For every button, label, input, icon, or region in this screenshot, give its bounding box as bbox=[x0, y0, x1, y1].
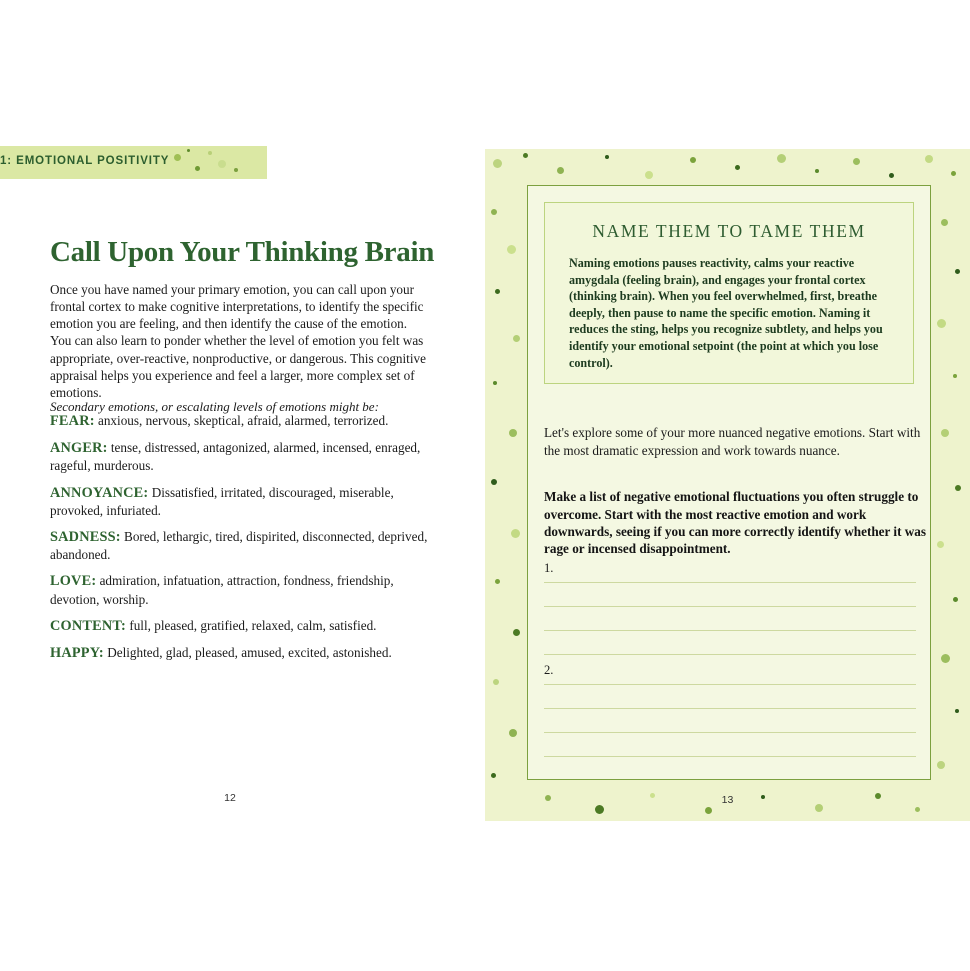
writing-rule[interactable] bbox=[544, 756, 916, 757]
decorative-dot bbox=[953, 374, 957, 378]
decorative-dot bbox=[645, 171, 653, 179]
decorative-dot bbox=[735, 165, 740, 170]
decorative-dot bbox=[941, 219, 948, 226]
writing-rule[interactable] bbox=[544, 732, 916, 733]
decorative-dot bbox=[234, 168, 238, 172]
exercise-instruction: Make a list of negative emotional fluctuations you often struggle to overcome. Start with the most reactive emotion and work downwards, seeing if you can more correctly identify whether it was rage or incensed disappointment. bbox=[544, 489, 927, 557]
decorative-dot bbox=[951, 171, 956, 176]
writing-rule[interactable] bbox=[544, 630, 916, 631]
writing-rule[interactable] bbox=[544, 708, 916, 709]
page-number-left: 12 bbox=[224, 792, 236, 804]
decorative-dot bbox=[187, 149, 190, 152]
emotion-label: HAPPY: bbox=[50, 645, 104, 662]
emotion-words: full, pleased, gratified, relaxed, calm, satisfied. bbox=[129, 617, 377, 633]
emotion-label: ANGER: bbox=[50, 440, 108, 457]
worksheet-frame bbox=[527, 185, 931, 780]
answer-block-1[interactable] bbox=[544, 561, 916, 656]
decorative-dot bbox=[937, 319, 946, 328]
secondary-emotions-subhead: Secondary emotions, or escalating levels of emotions might be: bbox=[50, 399, 379, 414]
decorative-dot bbox=[493, 159, 502, 168]
decorative-dot bbox=[915, 807, 920, 812]
emotion-label: FEAR: bbox=[50, 413, 95, 429]
decorative-dot bbox=[605, 155, 609, 159]
decorative-dot bbox=[509, 429, 517, 437]
decorative-dot bbox=[495, 289, 500, 294]
list-item bbox=[50, 617, 432, 635]
decorative-dot bbox=[953, 597, 958, 602]
decorative-dot bbox=[815, 169, 819, 173]
emotion-words: Dissatisfied, irritated, discouraged, miserable, provoked, infuriated. bbox=[50, 484, 394, 518]
emotion-words: Delighted, glad, pleased, amused, excited, astonished. bbox=[107, 645, 392, 661]
writing-rule[interactable] bbox=[544, 654, 916, 655]
page-title: Call Upon Your Thinking Brain bbox=[50, 236, 435, 269]
decorative-dot bbox=[595, 805, 604, 814]
decorative-dot bbox=[513, 335, 520, 342]
decorative-dot bbox=[955, 709, 959, 713]
chapter-banner-label: 1: EMOTIONAL POSITIVITY bbox=[0, 155, 170, 167]
emotion-words: admiration, infatuation, attraction, fondness, friendship, devotion, worship. bbox=[50, 573, 394, 607]
decorative-dot bbox=[174, 154, 181, 161]
page-number-right: 13 bbox=[721, 794, 734, 806]
right-page bbox=[485, 149, 970, 821]
writing-rule[interactable] bbox=[544, 582, 916, 583]
decorative-dot bbox=[507, 245, 516, 254]
emotion-words: anxious, nervous, skeptical, afraid, alarmed, terrorized. bbox=[97, 413, 389, 428]
emotion-words: Bored, lethargic, tired, dispirited, disconnected, deprived, abandoned. bbox=[50, 529, 428, 563]
callout-box bbox=[544, 202, 914, 384]
intro-paragraph: Once you have named your primary emotion, you can call upon your frontal cortex to make cognitive interpretations, to identify the specific emotion you are feeling, and then identify the cause of the emotion. You can also learn to ponder whether the level of emotion you felt was appropriate, over-reactive, nonproductive, or dangerous. This cognitive appraisal helps you experience and feel a larger, more complex set of emotions. bbox=[50, 282, 426, 400]
decorative-dot bbox=[195, 166, 200, 171]
writing-rule[interactable] bbox=[544, 606, 916, 607]
emotion-words: tense, distressed, antagonized, alarmed, incensed, enraged, rageful, murderous. bbox=[50, 440, 421, 474]
decorative-dot bbox=[853, 158, 860, 165]
callout-title: NAME THEM TO TAME THEM bbox=[592, 221, 866, 241]
answer-block-2[interactable] bbox=[544, 663, 916, 758]
decorative-dot bbox=[777, 154, 786, 163]
emotion-label: SADNESS: bbox=[50, 529, 121, 546]
explore-paragraph: Let's explore some of your more nuanced negative emotions. Start with the most dramatic expression and work towards nuance. bbox=[544, 425, 921, 458]
emotion-list bbox=[50, 412, 432, 671]
left-page bbox=[0, 0, 460, 971]
decorative-dot bbox=[937, 761, 945, 769]
chapter-banner bbox=[0, 146, 267, 179]
list-item bbox=[50, 412, 432, 430]
decorative-dot bbox=[218, 160, 226, 168]
answer-number: 1. bbox=[544, 561, 554, 575]
list-item bbox=[50, 528, 432, 563]
decorative-dot bbox=[491, 773, 496, 778]
decorative-dot bbox=[955, 269, 960, 274]
decorative-dot bbox=[491, 479, 497, 485]
decorative-dot bbox=[937, 541, 944, 548]
decorative-dot bbox=[493, 679, 499, 685]
callout-body: Naming emotions pauses reactivity, calms your reactive amygdala (feeling brain), and engages your frontal cortex (thinking brain). When you feel overwhelmed, first, breathe deeply, then pause to name the specific emotion. Naming it reduces the sting, helps you recognize subtlety, and helps you identify your emotional setpoint (the point at which you lose control). bbox=[569, 256, 883, 370]
decorative-dot bbox=[208, 151, 212, 155]
list-item bbox=[50, 644, 432, 662]
decorative-dot bbox=[523, 153, 528, 158]
emotion-label: LOVE: bbox=[50, 573, 97, 590]
decorative-dot bbox=[705, 807, 712, 814]
decorative-dot bbox=[941, 429, 949, 437]
decorative-dot bbox=[509, 729, 517, 737]
decorative-dot bbox=[955, 485, 961, 491]
decorative-dot bbox=[495, 579, 500, 584]
list-item bbox=[50, 484, 432, 519]
answer-number: 2. bbox=[544, 663, 554, 677]
decorative-dot bbox=[925, 155, 933, 163]
decorative-dot bbox=[690, 157, 696, 163]
emotion-label: CONTENT: bbox=[50, 617, 127, 634]
decorative-dot bbox=[557, 167, 564, 174]
writing-rule[interactable] bbox=[544, 684, 916, 685]
emotion-label: ANNOYANCE: bbox=[50, 484, 149, 501]
decorative-dot bbox=[889, 173, 894, 178]
decorative-dot bbox=[493, 381, 497, 385]
decorative-dot bbox=[491, 209, 497, 215]
decorative-dot bbox=[513, 629, 520, 636]
list-item bbox=[50, 439, 432, 474]
list-item bbox=[50, 572, 432, 607]
decorative-dot bbox=[941, 654, 950, 663]
decorative-dot bbox=[511, 529, 520, 538]
